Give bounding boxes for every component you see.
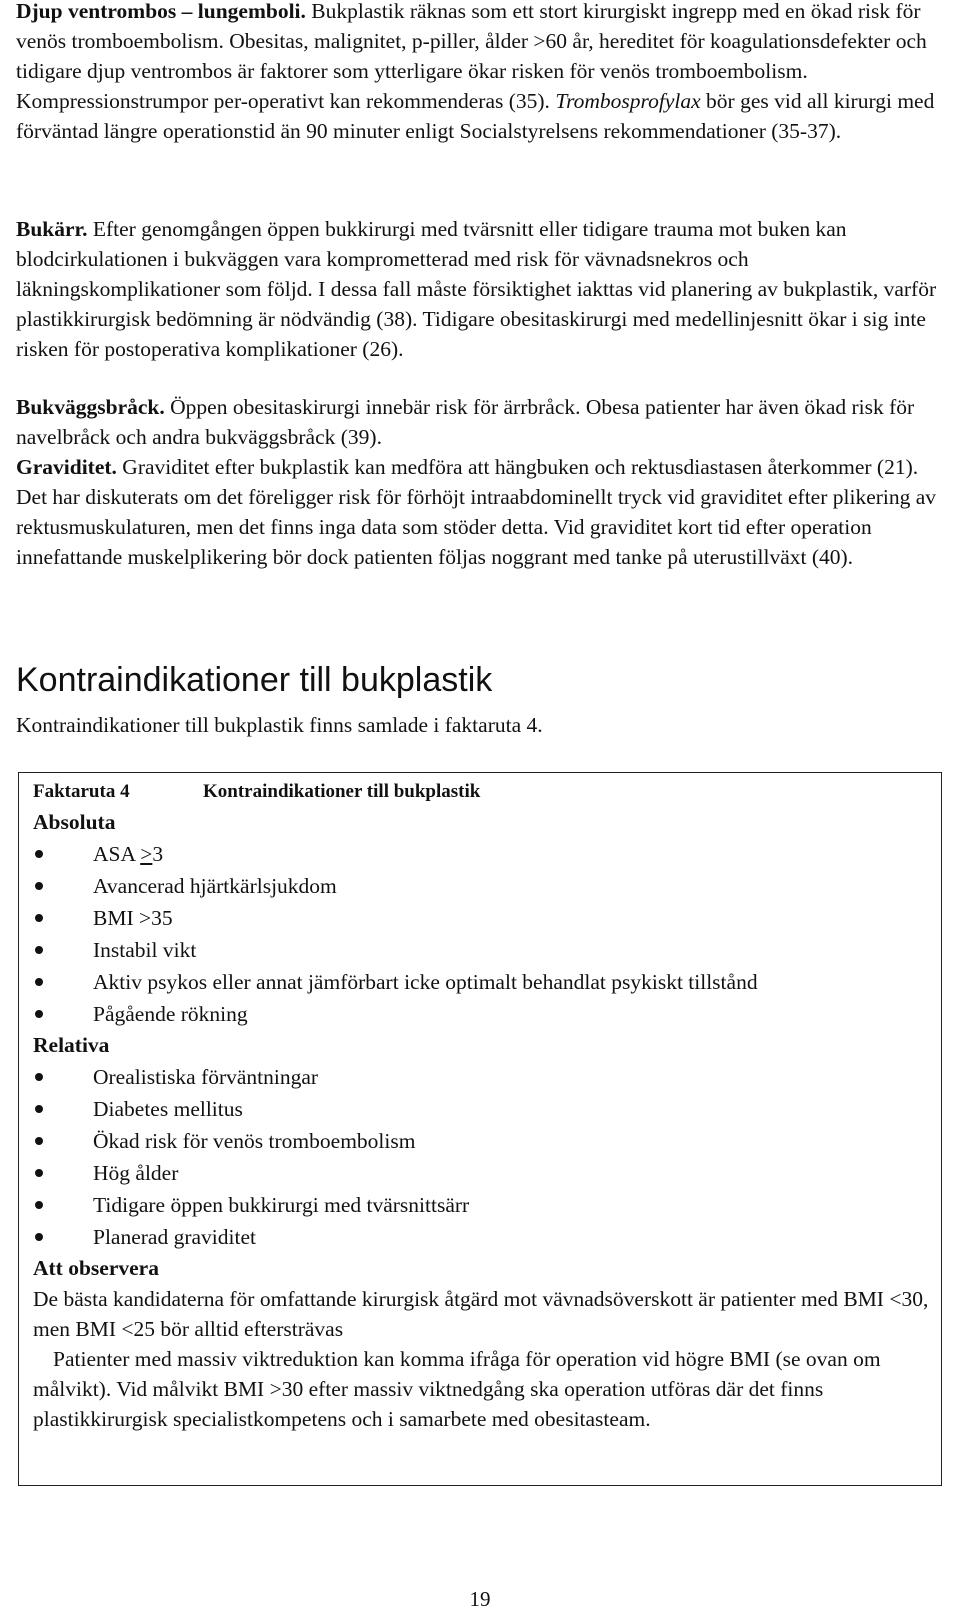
section-heading: Kontraindikationer till bukplastik — [16, 661, 493, 699]
list-item-symbol: > — [140, 842, 153, 866]
paragraph-italic-term: Trombosprofylax — [555, 89, 701, 113]
page-number: 19 — [469, 1587, 491, 1611]
bullet-icon — [35, 882, 43, 890]
factbox — [18, 772, 942, 1486]
factbox-number: Faktaruta 4 — [33, 781, 130, 802]
paragraph-thrombosis — [16, 0, 944, 146]
list-item — [33, 838, 931, 870]
absolute-list — [33, 838, 931, 1030]
bullet-icon — [35, 1105, 43, 1113]
observe-text: De bästa kandidaterna för omfattande kirurgisk åtgärd mot vävnadsöverskott är patienter med BMI <30, men BMI <25 bör alltid eftersträvas — [33, 1287, 929, 1341]
bullet-icon — [35, 850, 43, 858]
list-item — [33, 1221, 931, 1253]
paragraph-text: Öppen obesitaskirurgi innebär risk för ärrbråck. Obesa patienter har även ökad risk för navelbråck och andra bukväggsbråck (39). — [16, 395, 915, 449]
factbox-content — [33, 777, 931, 1434]
paragraph-lead: Graviditet. — [16, 455, 117, 479]
list-item-text: 3 — [152, 842, 164, 866]
bullet-icon — [35, 1201, 43, 1209]
paragraph-lead: Djup ventrombos – lungemboli. — [16, 0, 306, 23]
list-item — [33, 1157, 931, 1189]
paragraph-hernia — [16, 392, 944, 452]
observe-heading: Att observera — [33, 1256, 159, 1280]
list-item-text: Pågående rökning — [93, 1002, 248, 1026]
bullet-icon — [35, 1010, 43, 1018]
list-item — [33, 1093, 931, 1125]
list-item-text: Ökad risk för venös tromboembolism — [93, 1129, 416, 1153]
bullet-icon — [35, 1137, 43, 1145]
list-item — [33, 1189, 931, 1221]
list-item-text: ASA — [93, 842, 141, 866]
factbox-header — [33, 777, 931, 807]
paragraph-lead: Bukärr. — [16, 217, 88, 241]
list-item-text: Hög ålder — [93, 1161, 179, 1185]
paragraph-text: Bukplastik räknas som ett stort kirurgiskt ingrepp med en ökad risk för venös tromboembolism. Obesitas, malignitet, p-piller, ålder >60 år, hereditet för koagulationsdefekter och tidigare djup ventrombos är faktorer som ytterligare ökar risken för venös tromboembolism. Kompressionstrumpor per-operativt kan rekommenderas (35). — [16, 0, 927, 113]
observe-text: Patienter med massiv viktreduktion kan komma ifråga för operation vid högre BMI (se ovan om målvikt). Vid målvikt BMI >30 efter massiv viktnedgång ska operation utföras där det finns plastikkirurgisk specialistkompetens och i samarbete med obesitasteam. — [33, 1347, 881, 1431]
list-item — [33, 966, 931, 998]
paragraph-abdominal-scars — [16, 214, 944, 364]
list-item — [33, 998, 931, 1030]
list-item-text: Planerad graviditet — [93, 1225, 256, 1249]
list-item-text: Avancerad hjärtkärlsjukdom — [93, 874, 337, 898]
paragraph-text: bör ges vid all kirurgi med förväntad längre operationstid än 90 minuter enligt Socialstyrelsens rekommendationer (35-37). — [16, 89, 935, 143]
list-item-text: Orealistiska förväntningar — [93, 1065, 319, 1089]
list-item — [33, 1125, 931, 1157]
paragraph-pregnancy — [16, 452, 944, 572]
bullet-icon — [35, 1233, 43, 1241]
list-item-text: Instabil vikt — [93, 938, 197, 962]
list-item — [33, 1061, 931, 1093]
paragraph-lead: Bukväggsbråck. — [16, 395, 165, 419]
bullet-icon — [35, 946, 43, 954]
bullet-icon — [35, 914, 43, 922]
list-item-text: Diabetes mellitus — [93, 1097, 243, 1121]
list-item — [33, 902, 931, 934]
factbox-title: Kontraindikationer till bukplastik — [203, 781, 481, 802]
list-item-text: Aktiv psykos eller annat jämförbart icke optimalt behandlat psykiskt tillstånd — [93, 970, 758, 994]
list-item — [33, 870, 931, 902]
list-item-text: Tidigare öppen bukkirurgi med tvärsnittsärr — [93, 1193, 470, 1217]
list-item-text: BMI >35 — [93, 906, 173, 930]
bullet-icon — [35, 1169, 43, 1177]
paragraph-text: Efter genomgången öppen bukkirurgi med tvärsnitt eller tidigare trauma mot buken kan blodcirkulationen i bukväggen vara komprometterad med risk för vävnadsnekros och läkningskomplikationer som följd. I dessa fall måste försiktighet iakttas vid planering av bukplastik, varför plastikkirurgisk bedömning är nödvändig (38). Tidigare obesitaskirurgi med medellinjesnitt ökar i sig inte risken för postoperativa komplikationer (26). — [16, 217, 937, 361]
section-intro: Kontraindikationer till bukplastik finns samlade i faktaruta 4. — [16, 713, 543, 737]
bullet-icon — [35, 1073, 43, 1081]
bullet-icon — [35, 978, 43, 986]
relative-list — [33, 1061, 931, 1253]
list-item — [33, 934, 931, 966]
relative-heading: Relativa — [33, 1033, 110, 1057]
absolute-heading: Absoluta — [33, 810, 116, 834]
paragraph-text: Graviditet efter bukplastik kan medföra att hängbuken och rektusdiastasen återkommer (21). Det har diskuterats om det föreligger risk för förhöjt intraabdominellt tryck vid graviditet efter plikering av rektusmuskulaturen, men det finns inga data som stöder detta. Vid graviditet kort tid efter operation innefattande muskelplikering bör dock patienten följas noggrant med tanke på uterustillväxt (40). — [16, 455, 937, 569]
